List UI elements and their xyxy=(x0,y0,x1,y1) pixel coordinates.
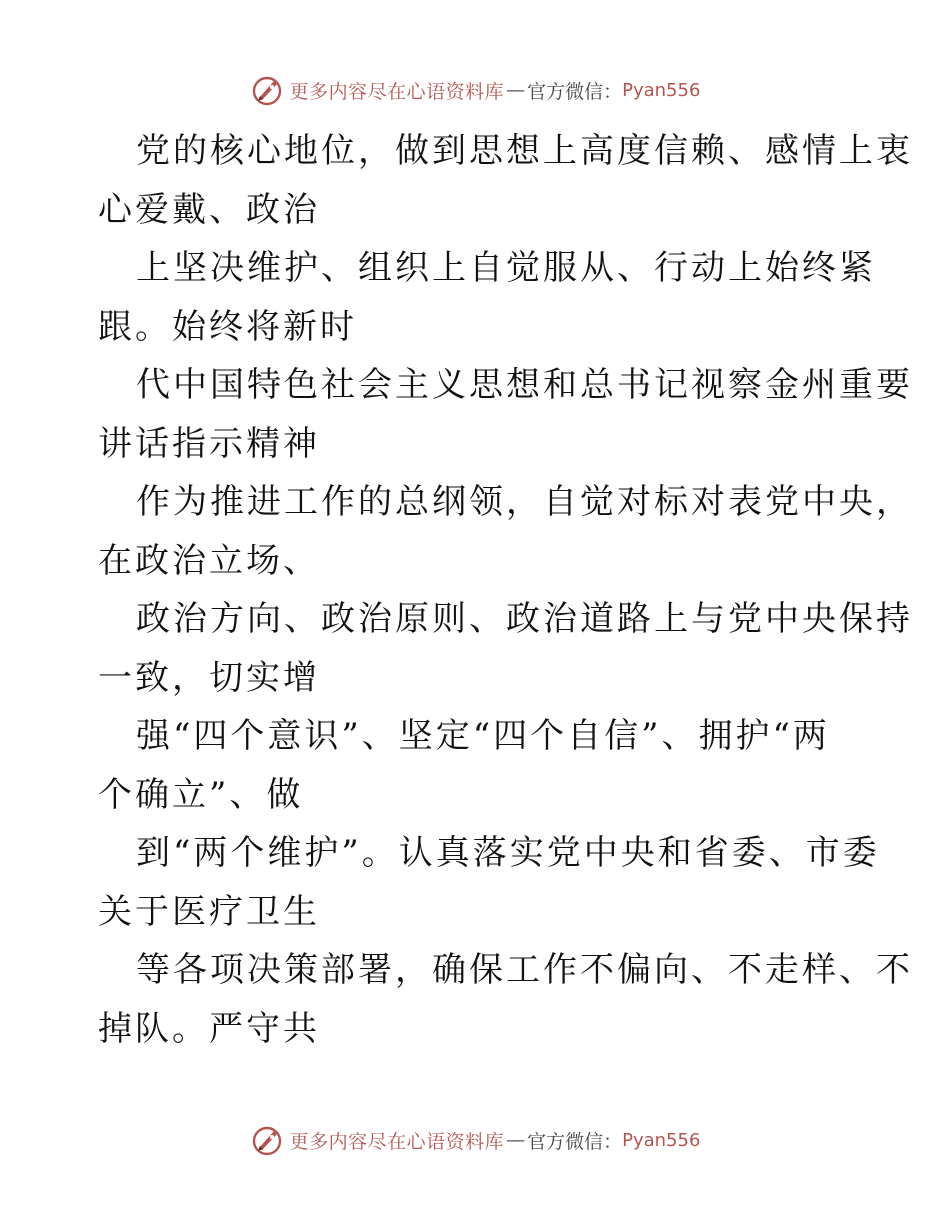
header-watermark xyxy=(0,70,950,110)
quill-pen-logo-icon xyxy=(250,1123,284,1157)
paragraph xyxy=(98,941,913,1058)
paragraph-second-line: 在政治立场、 xyxy=(98,540,320,581)
paragraph-second-line: 讲话指示精神 xyxy=(98,423,320,464)
footer-dash: — xyxy=(506,1129,526,1151)
header-dash: — xyxy=(506,79,526,101)
paragraph-second-line: 心爱戴、政治 xyxy=(98,189,320,230)
paragraph-first-line: 到“两个维护”。认真落实党中央和省委、市委 xyxy=(136,833,880,873)
paragraph xyxy=(98,122,913,239)
footer-wechat-label: 官方微信： xyxy=(527,1130,623,1153)
footer-site-text: 更多内容尽在心语资料库 xyxy=(289,1130,505,1153)
footer-wechat-id: Pyan556 xyxy=(622,1129,701,1151)
paragraph-first-line: 政治方向、政治原则、政治道路上与党中央保持 xyxy=(136,599,913,639)
header-wechat-id: Pyan556 xyxy=(622,79,701,101)
footer-watermark xyxy=(0,1120,950,1160)
document-body xyxy=(98,122,913,1058)
paragraph-second-line: 掉队。严守共 xyxy=(98,1008,320,1049)
paragraph xyxy=(98,707,868,824)
paragraph xyxy=(98,239,876,356)
paragraph xyxy=(98,356,913,473)
header-wechat-label: 官方微信： xyxy=(527,80,623,103)
paragraph-second-line: 关于医疗卫生 xyxy=(98,891,320,932)
paragraph-first-line: 等各项决策部署，确保工作不偏向、不走样、不 xyxy=(136,950,913,990)
paragraph-first-line: 代中国特色社会主义思想和总书记视察金州重要 xyxy=(136,365,913,405)
quill-pen-logo-icon xyxy=(250,73,284,107)
paragraph-second-line: 一致，切实增 xyxy=(98,657,320,698)
paragraph xyxy=(98,590,913,707)
paragraph xyxy=(98,473,913,590)
paragraph-second-line: 跟。始终将新时 xyxy=(98,306,357,347)
paragraph xyxy=(98,824,880,941)
paragraph-first-line: 作为推进工作的总纲领，自觉对标对表党中央， xyxy=(136,482,913,522)
paragraph-first-line: 上坚决维护、组织上自觉服从、行动上始终紧 xyxy=(136,248,876,288)
paragraph-first-line: 强“四个意识”、坚定“四个自信”、拥护“两 xyxy=(136,716,830,756)
header-site-text: 更多内容尽在心语资料库 xyxy=(289,80,505,103)
paragraph-first-line: 党的核心地位，做到思想上高度信赖、感情上衷 xyxy=(136,131,913,171)
paragraph-second-line: 个确立”、做 xyxy=(98,774,304,815)
